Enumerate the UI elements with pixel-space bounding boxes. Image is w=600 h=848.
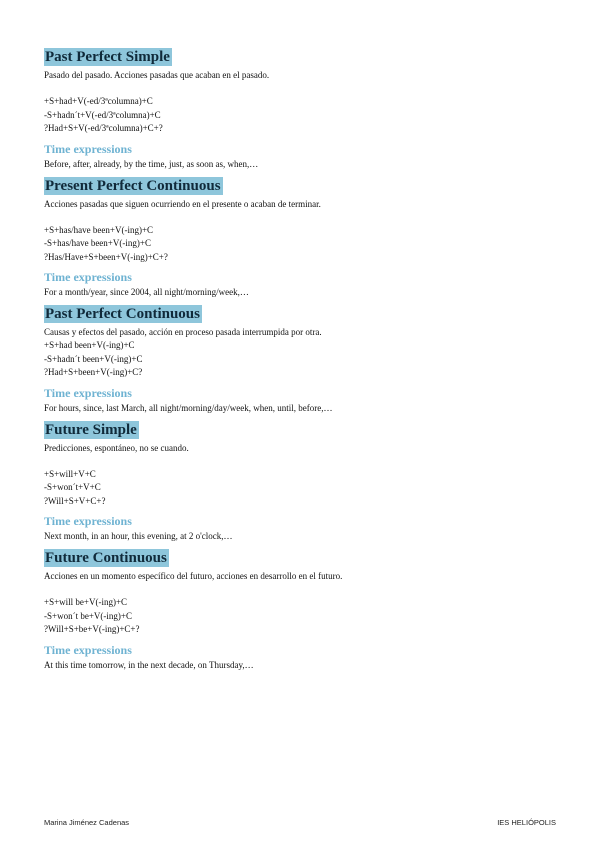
formula-line: -S+won´t+V+C xyxy=(44,482,101,492)
section-heading: Present Perfect Continuous xyxy=(45,177,221,194)
section-description: Predicciones, espontáneo, no se cuando. xyxy=(44,442,189,453)
footer-school: IES HELIÓPOLIS xyxy=(497,818,556,827)
page-footer xyxy=(44,818,556,830)
formula-line: -S+hadn´t+V(-ed/3ªcolumna)+C xyxy=(44,109,161,120)
time-expressions-text: At this time tomorrow, in the next decade, on Thursday,… xyxy=(44,659,254,670)
formula-list xyxy=(44,596,564,637)
section-description: Pasado del pasado. Acciones pasadas que acaban en el pasado. xyxy=(44,70,270,80)
time-expressions-title: Time expressions xyxy=(44,141,132,156)
section-heading: Past Perfect Simple xyxy=(45,49,170,65)
formula-list xyxy=(44,224,564,265)
formula-line: ?Will+S+V+C+? xyxy=(44,495,106,506)
formula-list xyxy=(44,95,564,136)
formula-line: +S+had+V(-ed/3ªcolumna)+C xyxy=(44,96,153,106)
formula-line: -S+has/have been+V(-ing)+C xyxy=(44,238,151,248)
section-description: Causas y efectos del pasado, acción en proceso pasada interrumpida por otra. xyxy=(44,327,322,337)
section-heading: Future Simple xyxy=(45,421,137,438)
document-body xyxy=(44,48,564,678)
time-expressions-text: Next month, in an hour, this evening, at 2 o'clock,… xyxy=(44,531,233,541)
tense-section xyxy=(44,421,564,544)
formula-line: -S+hadn´t been+V(-ing)+C xyxy=(44,353,143,364)
tense-section xyxy=(44,549,564,672)
time-expressions-title: Time expressions xyxy=(44,385,132,400)
formula-list xyxy=(44,339,564,380)
formula-line: +S+has/have been+V(-ing)+C xyxy=(44,224,154,235)
formula-line: ?Has/Have+S+been+V(-ing)+C+? xyxy=(44,251,168,262)
time-expressions-title: Time expressions xyxy=(44,642,132,657)
formula-line: -S+won´t be+V(-ing)+C xyxy=(44,610,132,621)
tense-section xyxy=(44,305,564,415)
time-expressions-text: For hours, since, last March, all night/morning/day/week, when, until, before,… xyxy=(44,402,333,413)
time-expressions-title: Time expressions xyxy=(44,270,132,284)
time-expressions-title: Time expressions xyxy=(44,514,132,528)
formula-line: ?Will+S+be+V(-ing)+C+? xyxy=(44,624,140,634)
tense-section xyxy=(44,48,564,171)
section-description: Acciones en un momento específico del futuro, acciones en desarrollo en el futuro. xyxy=(44,571,343,581)
formula-line: +S+will be+V(-ing)+C xyxy=(44,597,128,607)
formula-list xyxy=(44,468,564,509)
section-heading: Future Continuous xyxy=(45,550,167,566)
formula-line: ?Had+S+been+V(-ing)+C? xyxy=(44,367,143,377)
time-expressions-text: Before, after, already, by the time, just, as soon as, when,… xyxy=(44,158,259,169)
formula-line: +S+had been+V(-ing)+C xyxy=(44,340,135,350)
time-expressions-text: For a month/year, since 2004, all night/morning/week,… xyxy=(44,287,249,297)
section-description: Acciones pasadas que siguen ocurriendo en el presente o acaban de terminar. xyxy=(44,198,321,209)
footer-author: Marina Jiménez Cadenas xyxy=(44,818,130,827)
tense-section xyxy=(44,177,564,300)
formula-line: +S+will+V+C xyxy=(44,468,96,479)
section-heading: Past Perfect Continuous xyxy=(45,306,200,322)
formula-line: ?Had+S+V(-ed/3ªcolumna)+C+? xyxy=(44,123,163,133)
